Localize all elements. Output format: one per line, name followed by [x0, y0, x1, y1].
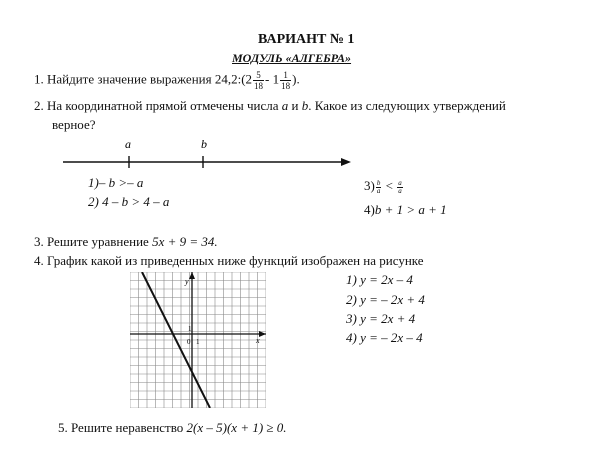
question-3: 3. Решите уравнение 5x + 9 = 34.: [34, 234, 218, 249]
q4-option-2: 2) y = – 2x + 4: [346, 292, 425, 307]
fraction-1-18: $\frac{1}{18}$: [281, 70, 291, 91]
q4-option-3: 3) y = 2x + 4: [346, 311, 416, 326]
q4-option-4: 4) y = – 2x – 4: [346, 330, 423, 345]
y-axis-arrow: [189, 272, 195, 279]
question-1-end: ).: [292, 71, 300, 87]
label-a: a: [125, 137, 131, 151]
x-axis-arrow: [259, 331, 266, 337]
number-line-arrow: [341, 158, 351, 166]
question-1-text: Найдите значение выражения 24,2:(2: [47, 71, 253, 87]
fraction-5-18: $\frac{5}{18}$: [254, 70, 264, 91]
question-1-number: 1.: [34, 71, 44, 87]
module-subtitle: МОДУЛЬ «АЛГЕБРА»: [232, 51, 352, 65]
question-2-line-1: 2. На координатной прямой отмечены числа a и b. Какое из следующих утверждений: [34, 98, 506, 113]
question-1: [34, 70, 300, 91]
fraction-b-a: $\frac{b}{a}$: [376, 178, 381, 195]
q2-option-4: 4)b + 1 > a + 1: [364, 202, 447, 217]
q2-option-1: 1)– b >– a: [88, 175, 144, 190]
fraction-a-a: $\frac{a}{a}$: [398, 178, 402, 195]
function-graph: [130, 272, 266, 408]
question-3-number: 3.: [34, 234, 44, 249]
var-a: a: [281, 98, 289, 113]
label-b: b: [201, 137, 207, 151]
equation: 5x + 9 = 34.: [152, 234, 218, 249]
y-axis-label: y: [185, 277, 189, 286]
q2-option-2: 2) 4 – b > 4 – a: [88, 194, 170, 209]
question-2-line-2: верное?: [52, 117, 96, 132]
q2-option-3: 3) $\frac{b}{a}$ < $\frac{a}{a}$: [364, 178, 402, 195]
x-one-label: 1: [196, 338, 200, 346]
var-b: b: [301, 98, 309, 113]
question-2-number: 2.: [34, 98, 44, 113]
y-one-label: 1: [188, 325, 192, 333]
origin-label: 0: [187, 338, 191, 346]
number-line: [55, 134, 355, 174]
q4-option-1: 1) y = 2x – 4: [346, 272, 413, 287]
x-axis-label: x: [256, 336, 260, 345]
inequality: 2(x – 5)(x + 1) ≥ 0.: [186, 420, 287, 435]
question-4: 4. График какой из приведенных ниже функций изображен на рисунке: [34, 253, 424, 268]
question-1-mid: - 1: [265, 71, 280, 87]
variant-title: ВАРИАНТ № 1: [258, 32, 355, 47]
question-5-number: 5.: [58, 420, 68, 435]
question-4-number: 4.: [34, 253, 44, 268]
question-5: 5. Решите неравенство 2(x – 5)(x + 1) ≥ 0.: [58, 420, 287, 435]
